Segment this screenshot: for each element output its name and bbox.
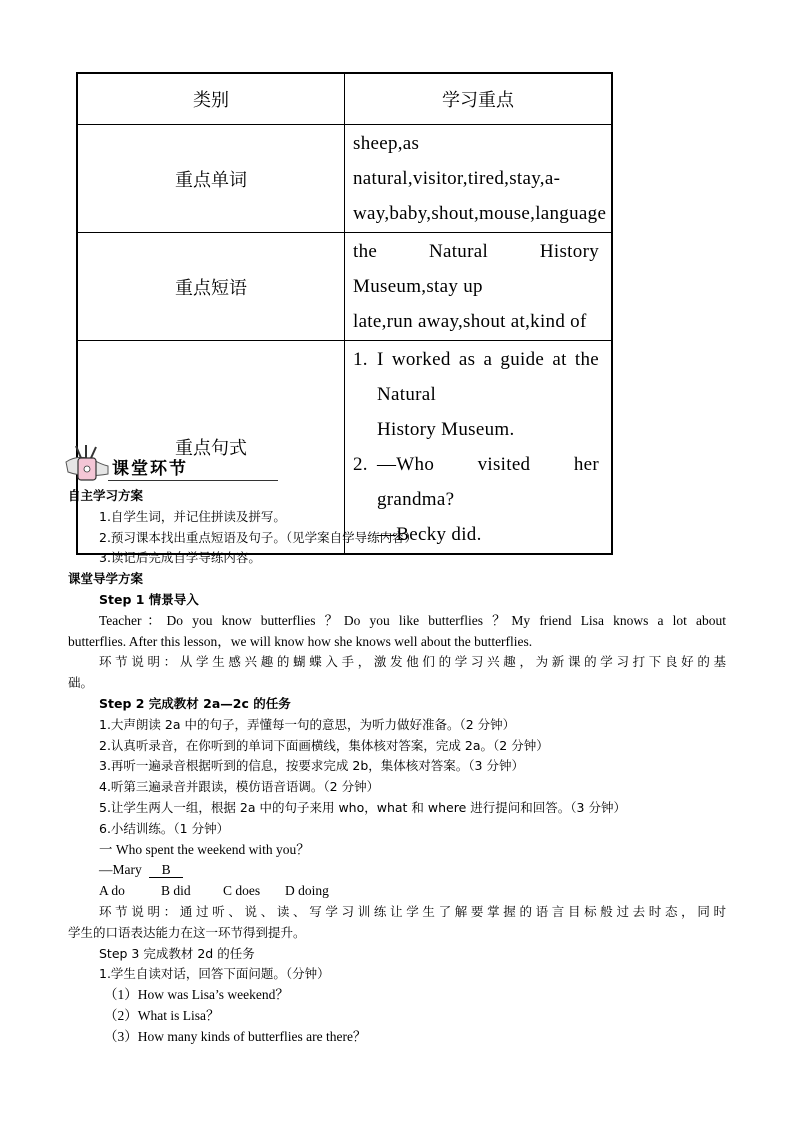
section-heading: 自主学习方案 xyxy=(68,488,144,503)
sentence-line: History Museum. xyxy=(377,419,515,440)
option: D doing xyxy=(285,883,329,899)
table-header-row xyxy=(77,73,612,125)
answer-blank: B xyxy=(149,863,183,878)
row-content xyxy=(345,125,613,233)
list-item: 6.小结训练。（1 分钟） xyxy=(99,820,230,836)
header-category: 类别 xyxy=(77,73,345,125)
exercise-answer xyxy=(68,860,726,881)
option: C does xyxy=(223,883,261,899)
content-line: the Natural History Museum,stay up xyxy=(353,241,599,297)
row-category: 重点句式 xyxy=(77,341,345,555)
paragraph-line: 学生的口语表达能力在这一环节得到提升。 xyxy=(68,924,306,940)
list-item: 2.预习课本找出重点短语及句子。（见学案自学导练内容） xyxy=(99,529,418,545)
section-banner xyxy=(64,444,214,486)
list-item: 3.读记后完成自学导练内容。 xyxy=(99,550,261,566)
paragraph-line: 础。 xyxy=(68,675,94,691)
list-item: 4.听第三遍录音并跟读，模仿语音语调。（2 分钟） xyxy=(99,779,380,795)
pencil-cup-icon xyxy=(64,444,112,484)
step-title: Step 2 完成教材 2a—2c 的任务 xyxy=(99,695,291,711)
paragraph-line: 环节说明：通过听、说、读、写学习训练让学生了解要掌握的语言目标般过去时态，同时 xyxy=(99,903,726,919)
sentence-number: 1. xyxy=(353,349,368,370)
step-title: Step 3 完成教材 2d 的任务 xyxy=(99,945,255,961)
row-content xyxy=(345,233,613,341)
option: A do xyxy=(99,883,125,899)
content-line: way,baby,shout,mouse,language xyxy=(353,203,607,224)
question-item: （2）What is Lisa？ xyxy=(104,1007,220,1023)
section-heading: 课堂导学方案 xyxy=(68,571,144,587)
exercise-options xyxy=(68,881,726,902)
list-item: 5.让学生两人一组，根据 2a 中的句子来用 who，what 和 where 进行提问和回答。（3 分钟） xyxy=(99,799,626,815)
row-category: 重点单词 xyxy=(77,125,345,233)
content-line: late,run away,shout at,kind of xyxy=(353,311,587,332)
banner-rule xyxy=(108,480,278,481)
list-item: 1.自学生词，并记住拼读及拼写。 xyxy=(99,508,286,524)
banner-title: 课堂环节 xyxy=(112,459,188,479)
question-item: （3）How many kinds of butterflies are there？ xyxy=(104,1028,367,1044)
list-item: 1.学生自读对话，回答下面问题。（分钟） xyxy=(99,966,330,982)
question-item: （1）How was Lisa’s weekend？ xyxy=(104,987,289,1003)
sentence-number: 2. xyxy=(353,454,368,475)
list-item: 3.再听一遍录音根据听到的信息，按要求完成 2b，集体核对答案。（3 分钟） xyxy=(99,758,524,774)
option: B did xyxy=(161,883,191,899)
table-row-words xyxy=(77,125,612,233)
content-line: sheep,as natural,visitor,tired,stay,a- xyxy=(353,133,561,189)
paragraph-line: 环节说明：从学生感兴趣的蝴蝶入手，激发他们的学习兴趣，为新课的学习打下良好的基 xyxy=(99,654,726,670)
table-row-phrases xyxy=(77,233,612,341)
sentence-line: —Who visited her grandma? xyxy=(377,454,599,510)
exercise-question: 一 Who spent the weekend with you？ xyxy=(99,841,310,857)
paragraph-line: Teacher：Do you know butterflies ？Do you like butterflies ？My friend Lisa knows a lot about xyxy=(99,612,726,628)
list-item: 2.认真听录音，在你听到的单词下面画横线，集体核对答案，完成 2a。（2 分钟） xyxy=(99,737,549,753)
paragraph-line: butterflies. After this lesson，we will know how she knows well about the butterflies. xyxy=(68,633,533,649)
sentence-item xyxy=(353,342,599,412)
sentence-line: —Becky did. xyxy=(377,524,482,545)
step-title: Step 1 情景导入 xyxy=(99,591,199,607)
sentence-line: I worked as a guide at the Natural xyxy=(377,349,599,405)
list-item: 1.大声朗读 2a 中的句子，弄懂每一句的意思，为听力做好准备。（2 分钟） xyxy=(99,716,516,732)
header-focus: 学习重点 xyxy=(345,73,613,125)
answer-prefix: —Mary xyxy=(99,862,142,878)
row-category: 重点短语 xyxy=(77,233,345,341)
lesson-body xyxy=(68,486,726,1048)
